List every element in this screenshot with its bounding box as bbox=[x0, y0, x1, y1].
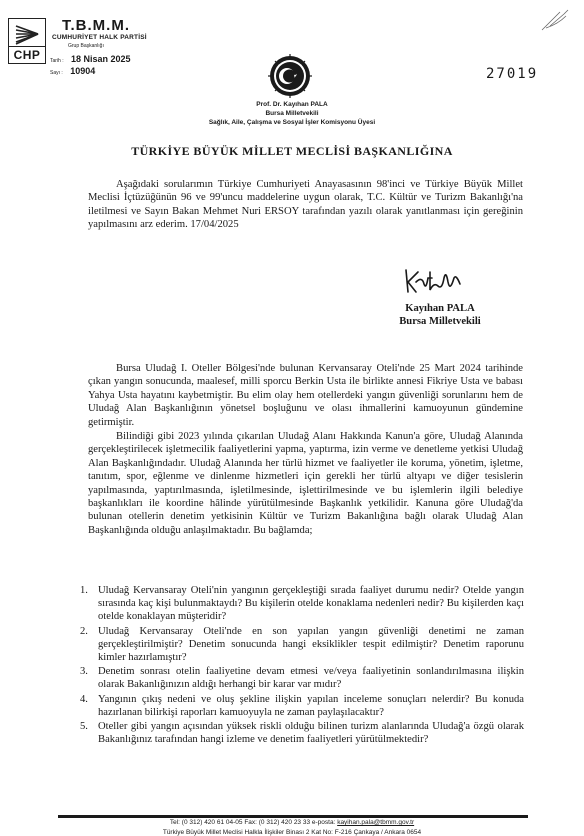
list-item bbox=[78, 625, 524, 665]
date-row bbox=[50, 54, 131, 64]
number-value: 10904 bbox=[70, 66, 96, 76]
sender-name: Prof. Dr. Kayıhan PALA bbox=[256, 101, 328, 108]
sender-committee: Sağlık, Aile, Çalışma ve Sosyal İşler Komisyonu Üyesi bbox=[208, 119, 376, 126]
corner-scribble-icon bbox=[540, 8, 570, 34]
footer-address: Türkiye Büyük Millet Meclisi Halkla İlişkiler Binası 2 Kat No: F-216 Çankaya / Ankara 0654 bbox=[162, 829, 422, 836]
signature-icon bbox=[402, 264, 466, 298]
question-number: 5. bbox=[80, 721, 88, 733]
date-value: 18 Nisan 2025 bbox=[71, 54, 131, 64]
tbmm-emblem-icon bbox=[268, 54, 312, 98]
document-title: TÜRKİYE BÜYÜK MİLLET MECLİSİ BAŞKANLIĞINA bbox=[131, 144, 453, 158]
signature-title: Bursa Milletvekili bbox=[399, 316, 481, 327]
chp-logo-text: CHP bbox=[9, 46, 45, 62]
number-label: Sayı : bbox=[50, 70, 63, 76]
footer-contact bbox=[0, 819, 584, 826]
question-text: Oteller gibi yangın açısından yüksek riskli olduğu bilinen turizm alanlarında Uludağ'a özgü olarak Bakanlığınız tarafından hangi izleme ve denetim faaliyetleri yürütülmektedir? bbox=[98, 721, 524, 746]
footer-contact-text: Tel: (0 312) 420 61 04-05 Fax: (0 312) 420 23 33 e-posta: bbox=[169, 819, 338, 826]
document-number: 27019 bbox=[486, 66, 539, 82]
list-item bbox=[78, 665, 524, 691]
question-text: Uludağ Kervansaray Oteli'nin yangının gerçekleştiği sırada faaliyet durumu nedir? Otelde yangın sırasında kaç kişi bulunmaktaydı? Bu kişilerin otelde konaklama nedenleri nedir? Bu kişilerden kaçı otelde konaklayan müşteridir? bbox=[98, 585, 524, 623]
number-row bbox=[50, 66, 95, 76]
question-number: 4. bbox=[80, 693, 88, 705]
question-number: 3. bbox=[80, 666, 88, 678]
question-text: Uludağ Kervansaray Oteli'nde en son yapılan yangın güvenliği denetimi ne zaman gerçekleştirilmiştir? Denetim sonucunda hangi eksiklikler tespit edilmiştir? Denetim raporunu kimler hazırlamıştır? bbox=[98, 625, 524, 664]
question-number: 1. bbox=[80, 585, 88, 596]
sender-role: Bursa Milletvekili bbox=[265, 110, 319, 117]
list-item bbox=[78, 584, 524, 624]
question-number: 2. bbox=[80, 625, 88, 637]
body-paragraph-1: Bursa Uludağ I. Oteller Bölgesi'nde bulunan Kervansaray Oteli'nde 25 Mart 2024 tarihinde çıkan yangın sonucunda, maalesef, milli sporcu Berkin Usta ile birlikte annesi Fikriye Usta ve babası Yahya Usta hayatını kaybetmiştir. Bu elim olay hem otellerdeki yangın güvenliği sorunlarını hem de Uludağ Alan Başkanlığının yönetsel boşluğunu ve olası ihmallerini kamuoyunun gündemine getirmiştir. bbox=[88, 363, 523, 428]
question-list bbox=[78, 584, 524, 747]
question-text: Denetim sonrası otelin faaliyetine devam etmesi ve/veya faaliyetinin sonlandırılmasına ilişkin olarak Bakanlığınızın aldığı herhangi bir karar var mıdır? bbox=[98, 666, 524, 691]
party-name: CUMHURİYET HALK PARTİSİ bbox=[52, 34, 147, 41]
date-label: Tarih : bbox=[50, 58, 64, 64]
list-item bbox=[78, 720, 524, 746]
question-text: Yangının çıkış nedeni ve oluş şekline ilişkin yapılan inceleme sonuçları nelerdir? Bu konuda hazırlanan bilirkişi raporları kamuoyuyla ne zaman paylaşılacaktır? bbox=[98, 693, 524, 718]
group-name: Grup Başkanlığı bbox=[68, 43, 104, 49]
footer-divider bbox=[58, 815, 528, 818]
body-paragraph-2: Bilindiği gibi 2023 yılında çıkarılan Uludağ Alanı Hakkında Kanun'a göre, Uludağ Alanında gerçekleştirilecek işletmecilik faaliyetlerini yapma, yaptırma, izin verme ve denetleme yetkisi Uludağ Alan Başkanlığındadır. Uludağ Alanında her türlü hizmet ve faaliyetler ile koruma, yönetim, işletme, tanıtım, spor, eğlenme ve dinlenme hizmetleri için gerekli her türlü altyapı ve diğer tesislerin yapılmasında, yaptırılmasında, işletilmesinde, işlettirilmesinde ve bu işlemlerin ilgili belediye başkanlıkları ile koordine hâlinde yürütülmesinde Başkanlık yetkilidir. Kanuna göre Uludağ'da bulunan otellerin denetim yetkisinin Kültür ve Turizm Bakanlığına bağlı olarak Uludağ Alan Başkanlığında olduğu anlaşılmaktadır. Bu bağlamda; bbox=[88, 431, 523, 536]
signature-name: Kayıhan PALA bbox=[405, 303, 475, 314]
footer-email-link[interactable]: kayihan.pala@tbmm.gov.tr bbox=[337, 819, 415, 826]
intro-paragraph: Aşağıdaki sorularımın Türkiye Cumhuriyeti Anayasasının 98'inci ve Türkiye Büyük Millet Meclisi İçtüzüğünün 96 ve 99'uncu maddelerine uygun olarak, T.C. Kültür ve Turizm Bakanlığı'na iletilmesi ve Sayın Bakan Mehmet Nuri ERSOY tarafından yazılı olarak yanıtlanması için gereğinin yapılmasını arz ederim. 17/04/2025 bbox=[88, 179, 523, 231]
chp-logo bbox=[8, 18, 46, 64]
org-name: T.B.M.M. bbox=[62, 17, 130, 34]
six-arrows-icon bbox=[12, 22, 42, 46]
list-item bbox=[78, 693, 524, 719]
